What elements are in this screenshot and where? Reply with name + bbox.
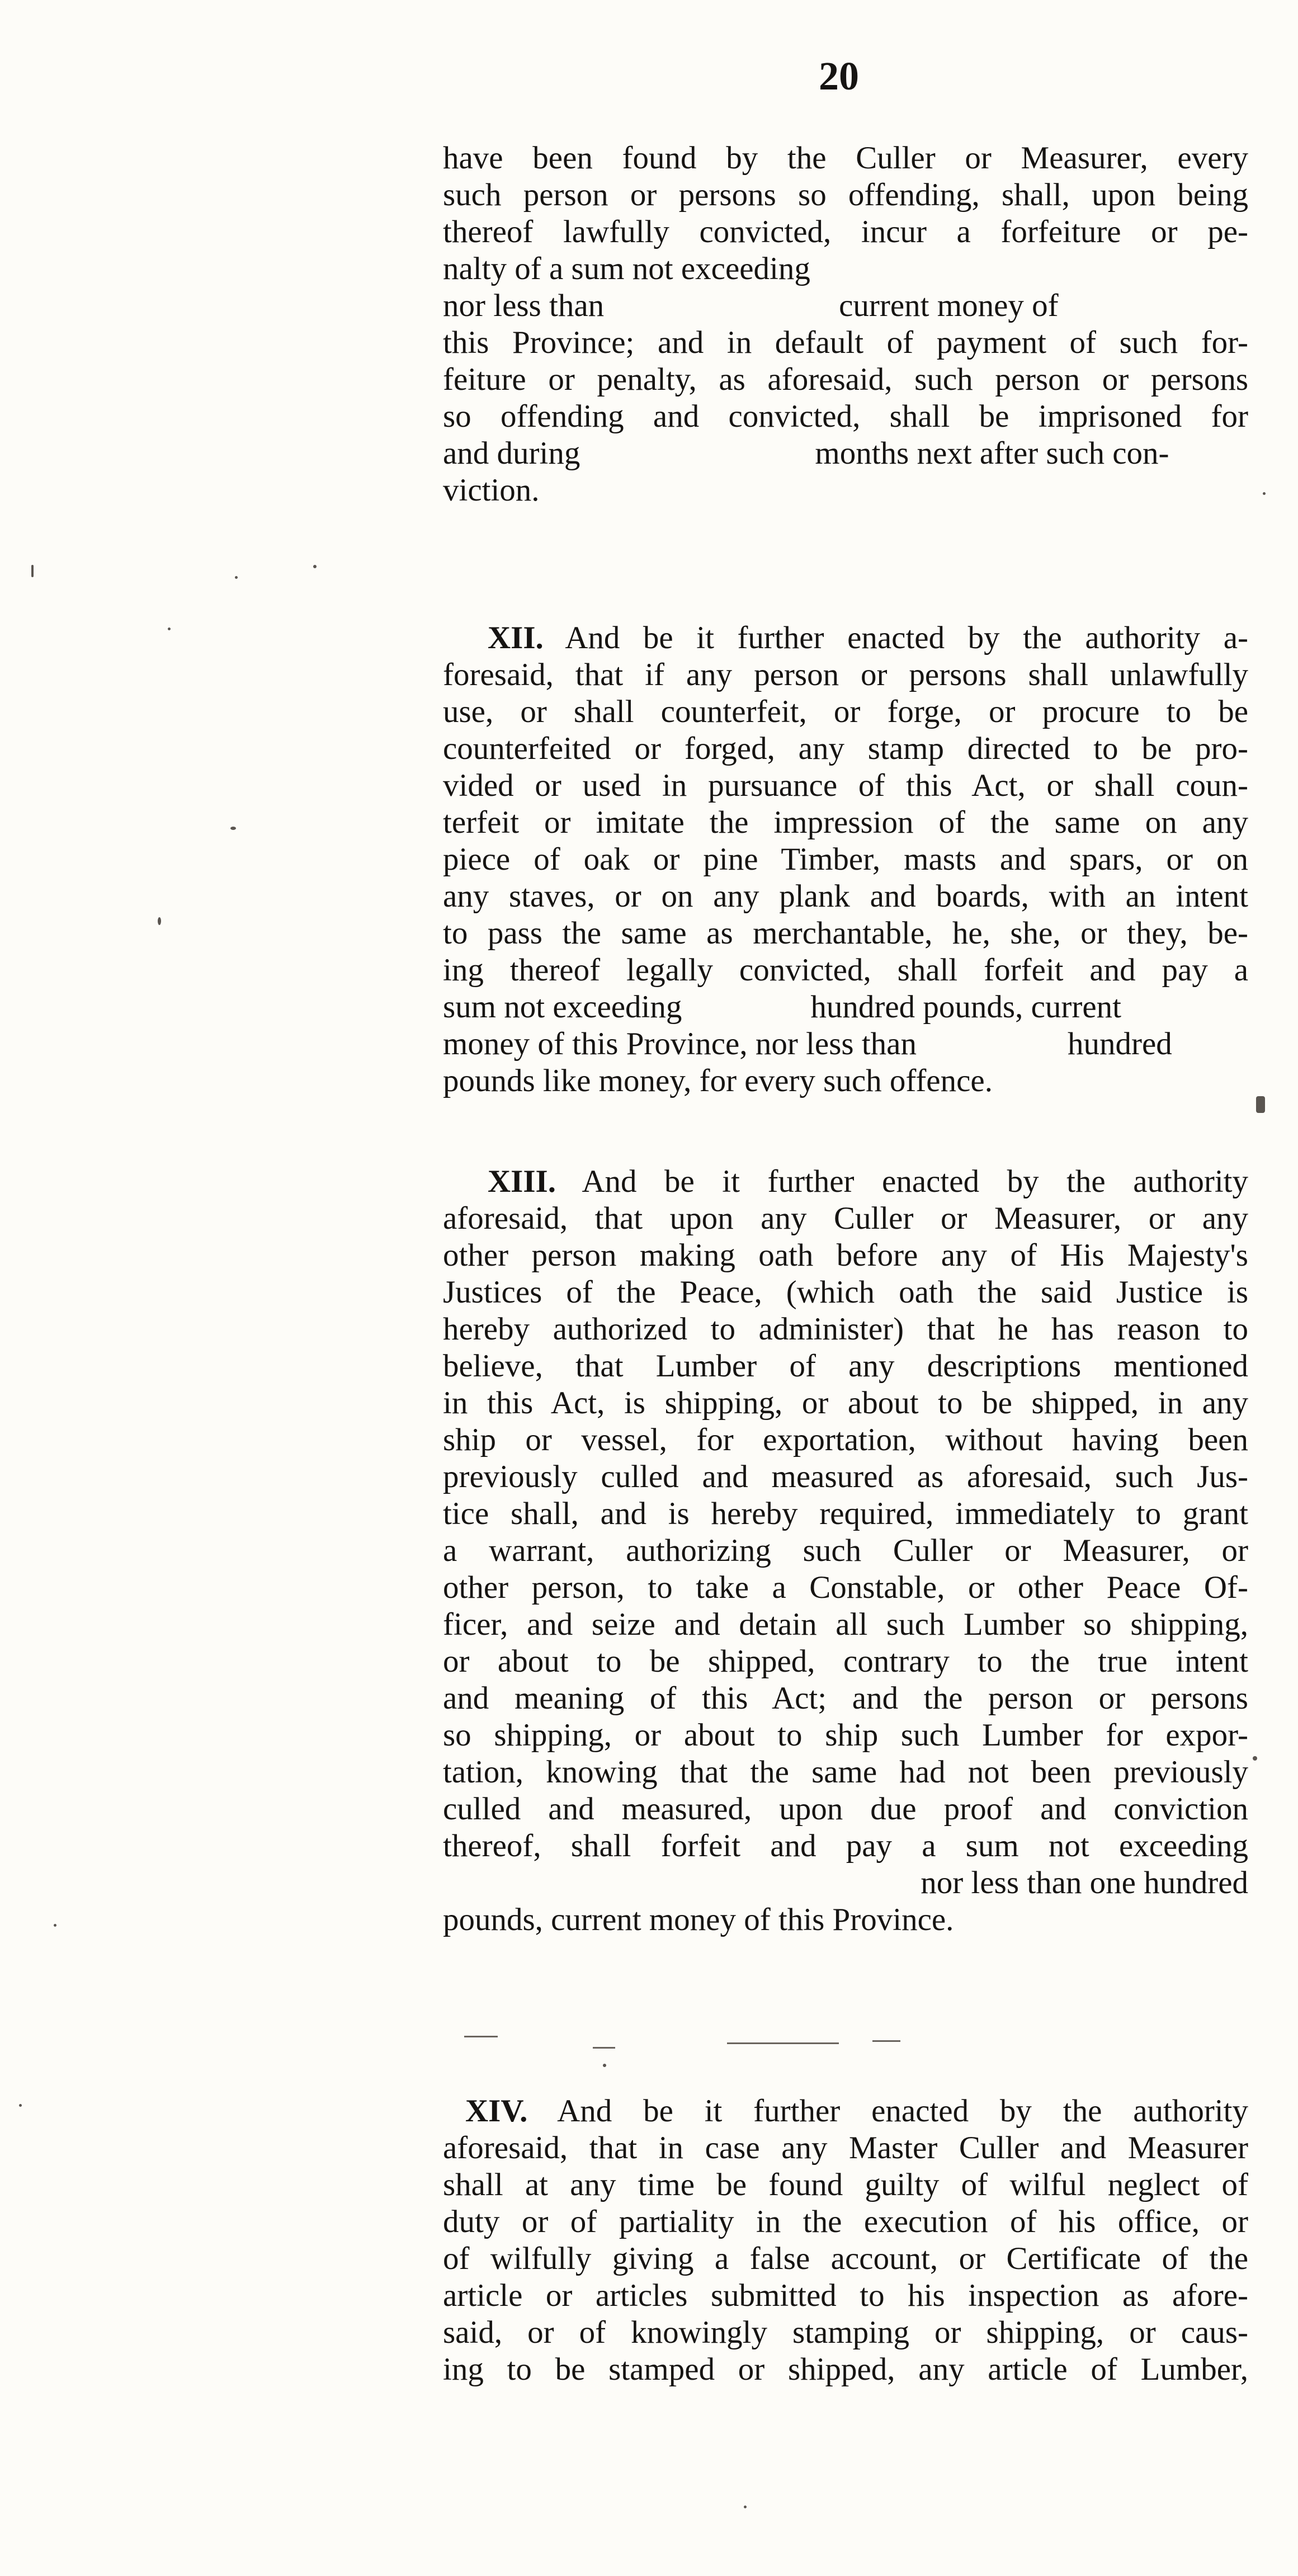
scan-speck (168, 628, 171, 630)
scan-speck (1263, 492, 1266, 495)
text-line: this Province; and in default of payment of such for- (443, 325, 1248, 360)
text-line: piece of oak or pine Timber, masts and spars, or on (443, 842, 1248, 877)
text-line: so shipping, or about to ship such Lumber for expor- (443, 1718, 1248, 1753)
text-fragment: current money of (839, 288, 1059, 323)
text-line: previously culled and measured as aforesaid, such Jus- (443, 1459, 1248, 1494)
text-fragment: sum not exceeding (443, 989, 682, 1025)
page-number: 20 (819, 54, 859, 98)
text-line: aforesaid, that in case any Master Culler and Measurer (443, 2130, 1248, 2165)
text-line: nor less than one hundred (921, 1865, 1248, 1900)
text-line: foresaid, that if any person or persons shall unlawfully (443, 657, 1248, 692)
text-line: use, or shall counterfeit, or forge, or procure to be (443, 694, 1248, 729)
scan-speck (1253, 1756, 1257, 1761)
text-fragment: and during (443, 436, 580, 471)
text-fragment: hundred (1067, 1026, 1172, 1061)
section-number: XIII. (488, 1164, 556, 1199)
scan-speck (744, 2506, 747, 2508)
text-line: ing thereof legally convicted, shall forfeit and pay a (443, 952, 1248, 988)
text-line: terfeit or imitate the impression of the same on any (443, 805, 1248, 840)
section-xii (443, 620, 1248, 1100)
scan-speck (19, 2104, 22, 2107)
section-first-line (443, 1163, 1248, 1200)
section-first-line (443, 620, 1248, 657)
text-line: of wilfully giving a false account, or Certificate of the (443, 2241, 1248, 2276)
text-line: and meaning of this Act; and the person or persons (443, 1681, 1248, 1716)
continuation-paragraph (443, 140, 1248, 509)
text-line: ing to be stamped or shipped, any article of Lumber, (443, 2352, 1248, 2387)
scan-stroke (727, 2042, 839, 2044)
text-line: nalty of a sum not exceeding (443, 251, 810, 286)
text-line: Justices of the Peace, (which oath the said Justice is (443, 1275, 1248, 1310)
scan-speck (230, 827, 236, 830)
text-line: vided or used in pursuance of this Act, or shall coun- (443, 768, 1248, 803)
text-line: ficer, and seize and detain all such Lumber so shipping, (443, 1607, 1248, 1642)
scan-stroke (464, 2036, 498, 2037)
text-line: believe, that Lumber of any descriptions mentioned (443, 1348, 1248, 1384)
text-line-with-blank (443, 1026, 1248, 1063)
section-first-line (443, 2093, 1248, 2130)
text-line-with-blank (443, 989, 1248, 1026)
scan-speck (313, 565, 317, 568)
text-line: duty or of partiality in the execution of his office, or (443, 2204, 1248, 2239)
text-line: pounds like money, for every such offence. (443, 1063, 993, 1098)
text-line: tice shall, and is hereby required, immediately to grant (443, 1496, 1248, 1531)
scan-stroke (593, 2047, 615, 2049)
text-fragment: nor less than (443, 288, 605, 323)
text-line: feiture or penalty, as aforesaid, such person or persons (443, 362, 1248, 397)
text-line: to pass the same as merchantable, he, she, or they, be- (443, 916, 1248, 951)
text-line: thereof, shall forfeit and pay a sum not exceeding (443, 1828, 1248, 1863)
text-fragment: And be it further enacted by the authority a- (565, 620, 1248, 655)
text-line: other person making oath before any of His Majesty's (443, 1238, 1248, 1273)
scan-speck (54, 1924, 56, 1927)
text-line-with-blank (443, 435, 1248, 472)
text-fragment: hundred pounds, current (810, 989, 1122, 1025)
text-line: tation, knowing that the same had not been previously (443, 1754, 1248, 1790)
scan-speck (235, 576, 238, 579)
text-line: or about to be shipped, contrary to the true intent (443, 1644, 1248, 1679)
section-number: XIV. (465, 2093, 528, 2129)
section-xiv (443, 2093, 1248, 2388)
text-fragment: And be it further enacted by the authority (557, 2093, 1248, 2129)
text-line: thereof lawfully convicted, incur a forfeiture or pe- (443, 214, 1248, 249)
text-line: counterfeited or forged, any stamp directed to be pro- (443, 731, 1248, 766)
scan-speck (31, 565, 34, 577)
text-line: such person or persons so offending, shall, upon being (443, 177, 1248, 213)
scan-speck (603, 2064, 606, 2067)
text-line: other person, to take a Constable, or other Peace Of- (443, 1570, 1248, 1605)
section-xiii (443, 1163, 1248, 1938)
text-line: in this Act, is shipping, or about to be shipped, in any (443, 1385, 1248, 1421)
text-line: hereby authorized to administer) that he has reason to (443, 1311, 1248, 1347)
text-fragment: months next after such con- (815, 436, 1169, 471)
text-line: pounds, current money of this Province. (443, 1902, 954, 1937)
text-fragment: And be it further enacted by the authority (582, 1164, 1248, 1199)
text-line: said, or of knowingly stamping or shipping, or caus- (443, 2315, 1248, 2350)
text-line: shall at any time be found guilty of wilful neglect of (443, 2167, 1248, 2202)
text-line: have been found by the Culler or Measurer, every (443, 140, 1248, 176)
scan-stroke (872, 2040, 900, 2042)
scan-speck (158, 917, 161, 925)
text-line: viction. (443, 473, 540, 508)
text-fragment: money of this Province, nor less than (443, 1026, 917, 1061)
text-line: any staves, or on any plank and boards, with an intent (443, 879, 1248, 914)
text-line: so offending and convicted, shall be imprisoned for (443, 399, 1248, 434)
text-line: culled and measured, upon due proof and conviction (443, 1791, 1248, 1827)
text-line: article or articles submitted to his inspection as afore- (443, 2278, 1248, 2313)
text-line: aforesaid, that upon any Culler or Measurer, or any (443, 1201, 1248, 1236)
text-line: a warrant, authorizing such Culler or Measurer, or (443, 1533, 1248, 1568)
section-number: XII. (488, 620, 544, 655)
scan-speck (1256, 1096, 1265, 1113)
text-line-with-blank (443, 287, 1248, 324)
text-line: ship or vessel, for exportation, without having been (443, 1422, 1248, 1457)
